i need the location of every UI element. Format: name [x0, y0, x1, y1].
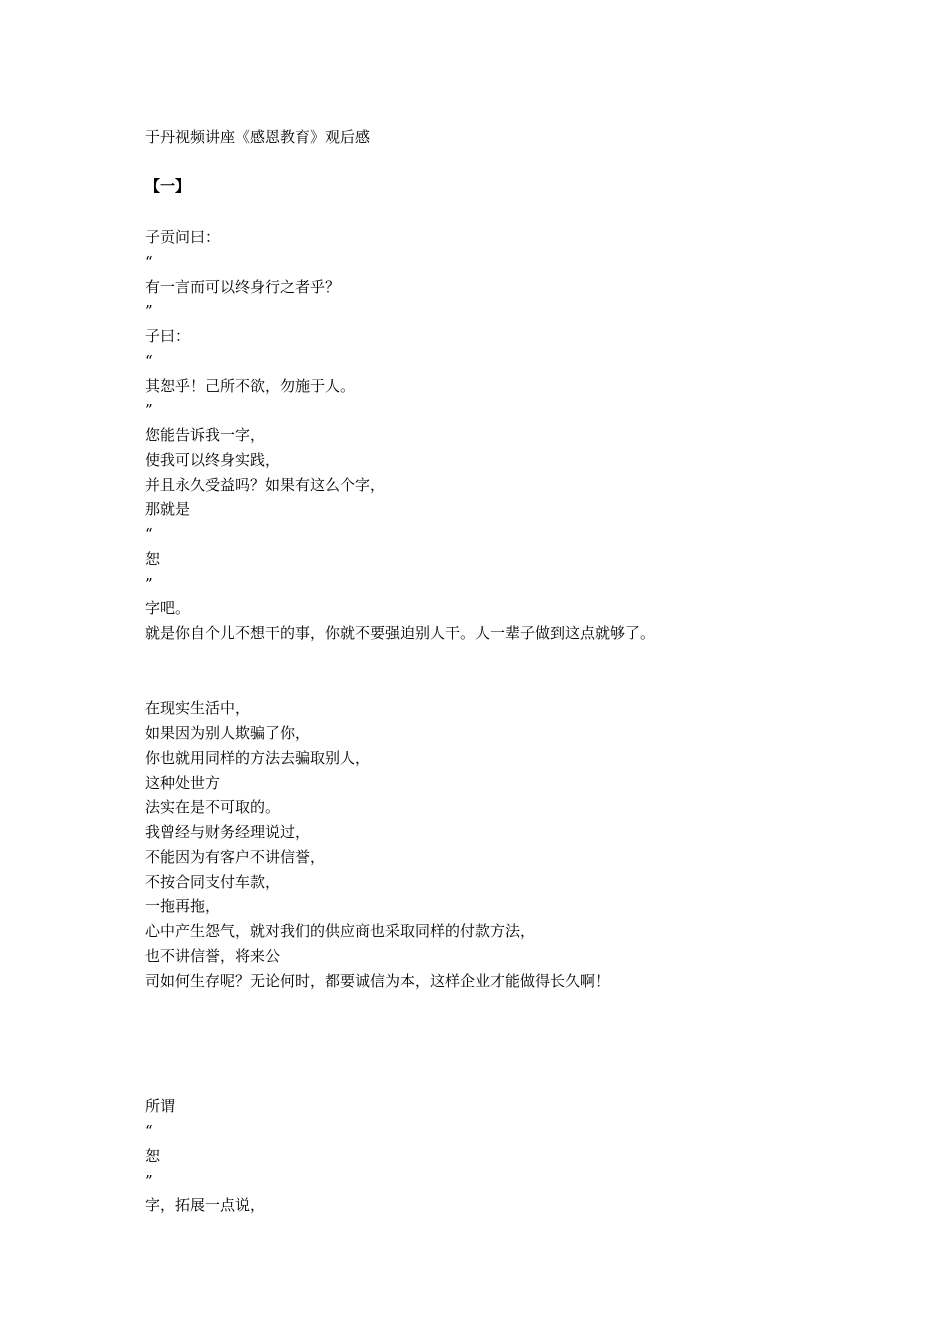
text-line: 也不讲信誉，将来公	[145, 947, 281, 965]
document-title: 于丹视频讲座《感恩教育》观后感	[145, 128, 371, 146]
text-line: “	[145, 253, 153, 271]
text-line: 这种处世方	[145, 774, 221, 792]
text-line: 心中产生怨气，就对我们的供应商也采取同样的付款方法，	[145, 922, 536, 940]
text-line: 其恕乎！己所不欲，勿施于人。	[145, 377, 356, 395]
text-line: 你也就用同样的方法去骗取别人，	[145, 749, 371, 767]
text-line: 恕	[145, 550, 161, 568]
text-line: 有一言而可以终身行之者乎？	[145, 278, 341, 296]
text-line: 我曾经与财务经理说过，	[145, 823, 311, 841]
text-line: 一拖再拖，	[145, 897, 221, 915]
text-line: 在现实生活中，	[145, 699, 251, 717]
text-line: 就是你自个儿不想干的事，你就不要强迫别人干。人一辈子做到这点就够了。	[145, 624, 656, 642]
text-line: ”	[145, 575, 153, 593]
text-line: ”	[145, 302, 153, 320]
text-line: 不能因为有客户不讲信誉，	[145, 848, 326, 866]
text-line: 您能告诉我一字，	[145, 426, 266, 444]
text-line: “	[145, 525, 153, 543]
text-line: 字吧。	[145, 599, 191, 617]
text-line: 恕	[145, 1147, 161, 1165]
text-line: 使我可以终身实践，	[145, 451, 281, 469]
text-line: 如果因为别人欺骗了你，	[145, 724, 311, 742]
text-line: 所谓	[145, 1097, 176, 1115]
text-line: “	[145, 1122, 153, 1140]
text-line: 子贡问曰：	[145, 228, 221, 246]
text-line: “	[145, 352, 153, 370]
section-label: 【一】	[145, 177, 191, 195]
text-line: 不按合同支付车款，	[145, 873, 281, 891]
text-line: 那就是	[145, 500, 191, 518]
text-line: 法实在是不可取的。	[145, 798, 281, 816]
text-line: ”	[145, 1172, 153, 1190]
text-line: 子曰：	[145, 327, 191, 345]
text-line: ”	[145, 401, 153, 419]
text-line: 司如何生存呢？无论何时，都要诚信为本，这样企业才能做得长久啊！	[145, 972, 611, 990]
text-line: 并且永久受益吗？如果有这么个字，	[145, 476, 386, 494]
text-line: 字，拓展一点说，	[145, 1196, 266, 1214]
